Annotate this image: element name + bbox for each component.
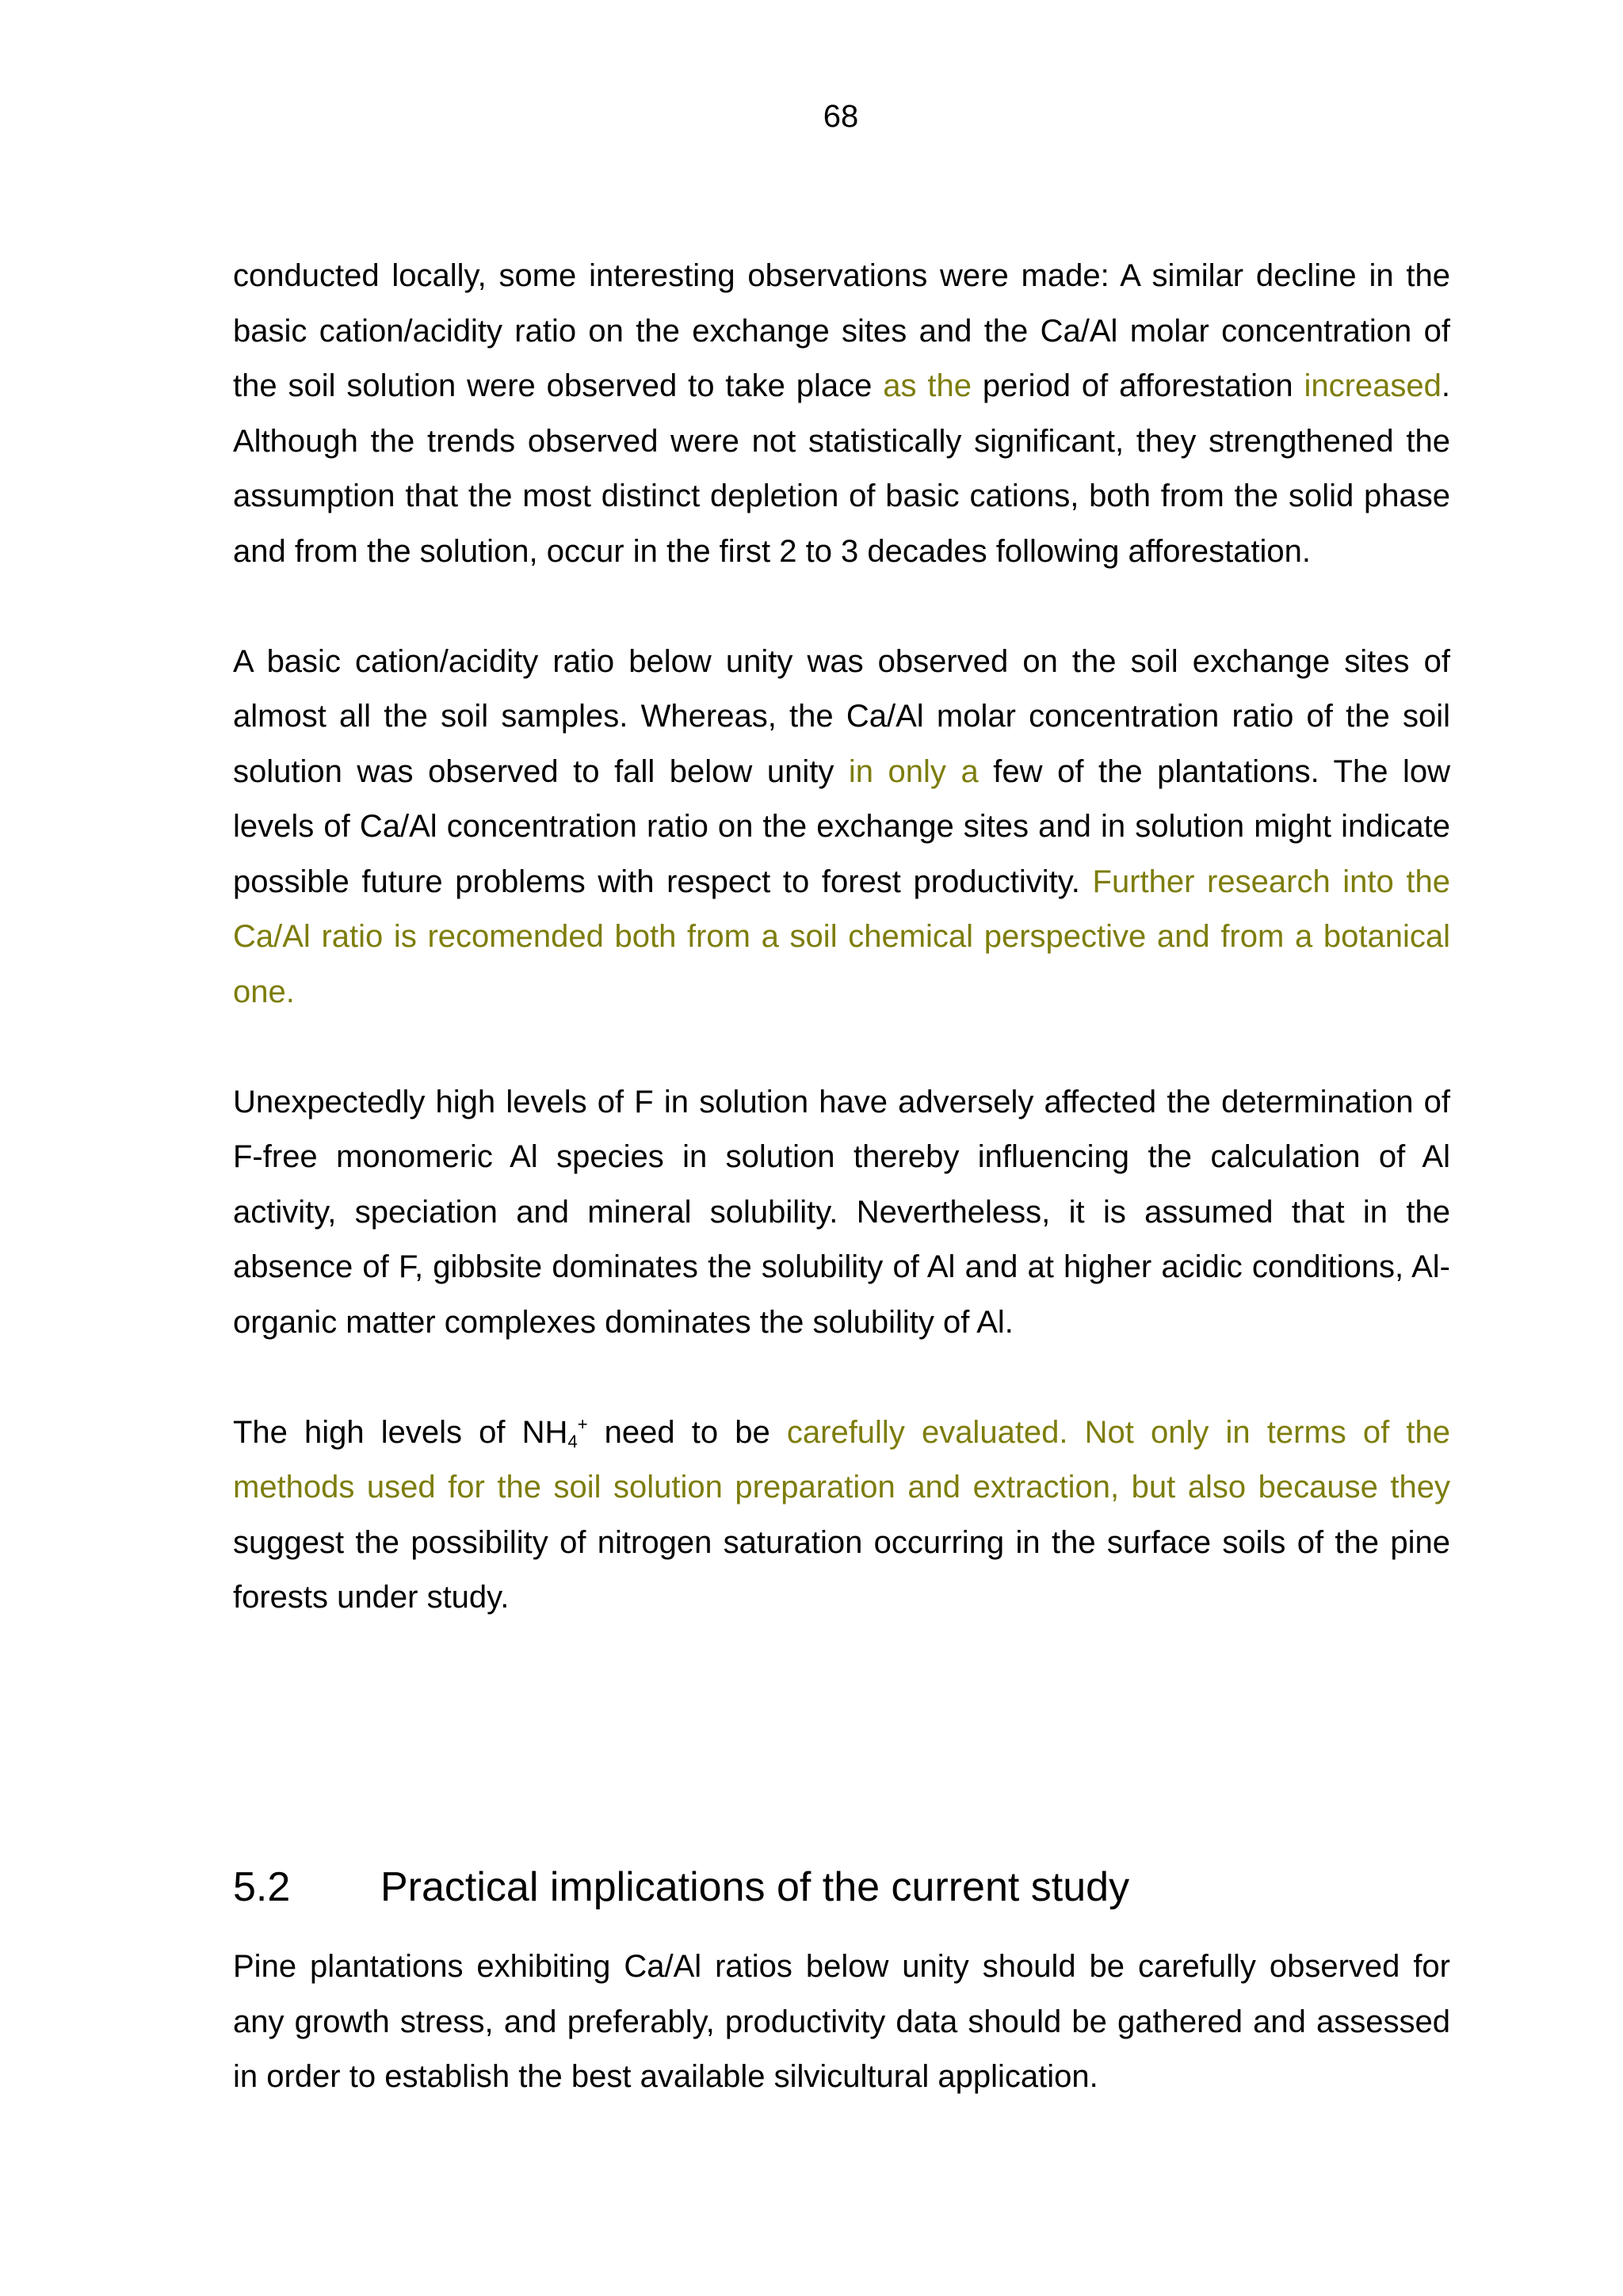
section-paragraph: Pine plantations exhibiting Ca/Al ratios below unity should be carefully observed for any growth stress, and preferably, productivity data should be gathered and assessed in order to establish the best available silvicultural application. [233,1949,1450,2094]
highlighted-text: increased [1304,368,1442,403]
paragraph-2 [233,635,1450,1020]
paragraph-1 [233,249,1450,579]
text-segment: . Although the trends observed were not statistically significant, they strengthened the assumption that the most distinct depletion of basic cations, both from the solid phase and from the solution, occur in the first 2 to 3 decades following afforestation. [233,368,1450,569]
text-segment: Unexpectedly high levels of F in solution have adversely affected the determination of F-free monomeric Al species in solution thereby influencing the calculation of Al activity, speciation and mineral solubility. Nevertheless, it is assumed that in the absence of F, gibbsite dominates the solubility of Al and at higher acidic conditions, Al-organic matter complexes dominates the solubility of Al. [233,1084,1450,1340]
body-text [233,249,1450,1680]
paragraph-3 [233,1075,1450,1351]
page-number: 68 [823,99,859,134]
text-segment: suggest the possibility of nitrogen saturation occurring in the surface soils of the pine forests under study. [233,1524,1450,1615]
text-segment: The high levels of NH [233,1414,568,1450]
text-segment: conducted locally, some interesting observations were made: A similar decline in the basic cation/acidity ratio on the exchange sites and the Ca/Al molar concentration of the soil solution were observed to take place [233,258,1450,403]
text-segment: 4 [567,1431,578,1451]
text-segment: need to be [587,1414,787,1450]
section-heading [233,1862,1450,1913]
highlighted-text: in only a [848,753,979,789]
highlighted-text: carefully evaluated. Not only in terms of the methods used for the soil solution preparation and extraction, but also because they [233,1414,1450,1505]
text-segment: + [577,1413,588,1434]
text-segment: A basic cation/acidity ratio below unity was observed on the soil exchange sites of almost all the soil samples. Whereas, the Ca/Al molar concentration ratio of the soil solution was observed to fall below unity [233,643,1450,789]
section-number: 5.2 [233,1864,291,1910]
highlighted-text: Further research into the Ca/Al ratio is recomended both from a soil chemical perspective and from a botanical one. [233,864,1450,1009]
text-segment: period of afforestation [972,368,1304,403]
section-title: Practical implications of the current study [380,1864,1130,1910]
highlighted-text: as the [883,368,972,403]
paragraph-4 [233,1405,1450,1626]
text-segment: few of the plantations. The low levels of Ca/Al concentration ratio on the exchange sites and in solution might indicate possible future problems with respect to forest productivity. [233,753,1451,899]
